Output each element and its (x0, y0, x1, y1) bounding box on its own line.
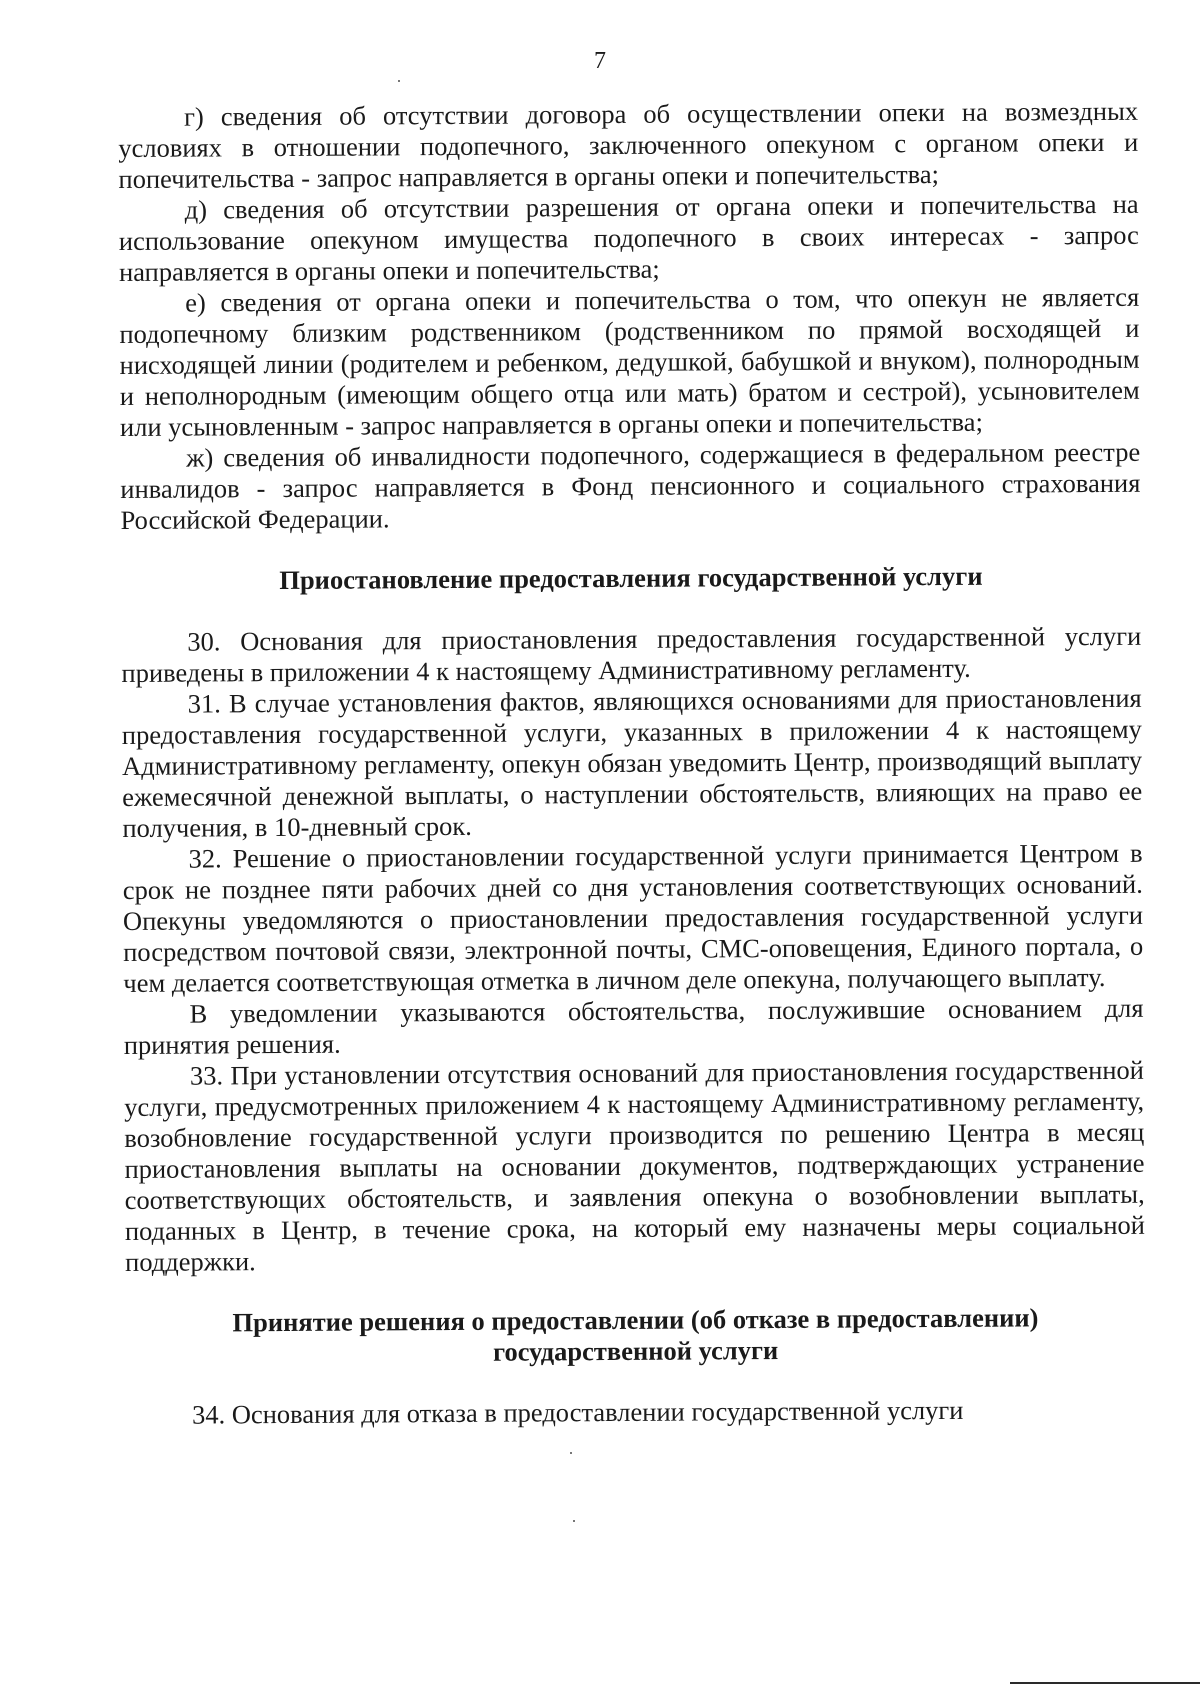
scan-speck (570, 1452, 572, 1454)
scan-speck (398, 80, 400, 82)
section-heading-decision-line2: государственной услуги (492, 1334, 779, 1367)
paragraph-32: 32. Решение о приостановлении государственной услуги принимается Центром в срок не позднее пяти рабочих дней со дня установления соответствующих оснований. Опекуны уведомляются о приостановлении предоставления государственной услуги посредством почтовой связи, электронной почты, СМС-оповещения, Единого портала, о чем делается соответствующая отметка в личном деле опекуна, получающего выплату. (122, 837, 1144, 998)
paragraph-g: г) сведения об отсутствии договора об осуществлении опеки на возмездных условиях в отношении подопечного, заключенного опекуном с органом опеки и попечительства - запрос направляется в органы опеки и попечительства; (118, 95, 1139, 194)
paragraph-33: 33. При установлении отсутствия оснований для приостановления государственной услуги, предусмотренных приложением 4 к настоящему Административному регламенту, возобновление государственной услуги производится по решению Центра в месяц приостановления выплаты на основании документов, подтверждающих устранение соответствующих обстоятельств, и заявления опекуна о возобновлении выплаты, поданных в Центр, в течение срока, на который ему назначены меры социальной поддержки. (124, 1054, 1145, 1277)
paragraph-e: е) сведения от органа опеки и попечительства о том, что опекун не является подопечному близким родственником (родственником по прямой восходящей и нисходящей линии (родителем и ребенком, дедушкой, бабушкой и внуком), полнородным и неполнородным (имеющим общего отца или мать) братом и сестрой), усыновителем или усыновленным - запрос направляется в органы опеки и попечительства; (119, 281, 1140, 442)
paragraph-zh: ж) сведения об инвалидности подопечного, содержащиеся в федеральном реестре инвалидов - запрос направляется в Фонд пенсионного и социального страхования Российской Федерации. (120, 436, 1141, 535)
scan-edge-line (1010, 1682, 1200, 1684)
paragraph-d: д) сведения об отсутствии разрешения от органа опеки и попечительства на использование опекуном имущества подопечного в своих интересах - запрос направляется в органы опеки и попечительства; (118, 188, 1139, 287)
section-heading-decision (125, 1302, 1145, 1370)
paragraph-34: 34. Основания для отказа в предоставлении государственной услуги (191, 1394, 964, 1430)
section-heading-suspension: Приостановление предоставления государственной услуги (279, 560, 983, 596)
paragraph-notification: В уведомлении указываются обстоятельства, послужившие основанием для принятия решения. (123, 992, 1144, 1060)
document-body (118, 96, 1146, 1431)
paragraph-31: 31. В случае установления фактов, являющихся основаниями для приостановления предоставления государственной услуги, указанных в приложении 4 к настоящему Административному регламенту, опекун обязан уведомить Центр, производящий выплату ежемесячной денежной выплаты, о наступлении обстоятельств, влияющих на право ее получения, в 10-дневный срок. (121, 682, 1143, 843)
scan-speck (573, 1520, 575, 1522)
section-heading-decision-line1: Принятие решения о предоставлении (об отказе в предоставлении) (232, 1302, 1039, 1338)
page-number: 7 (594, 48, 606, 74)
paragraph-30: 30. Основания для приостановления предоставления государственной услуги приведены в приложении 4 к настоящему Административному регламенту. (121, 620, 1142, 688)
